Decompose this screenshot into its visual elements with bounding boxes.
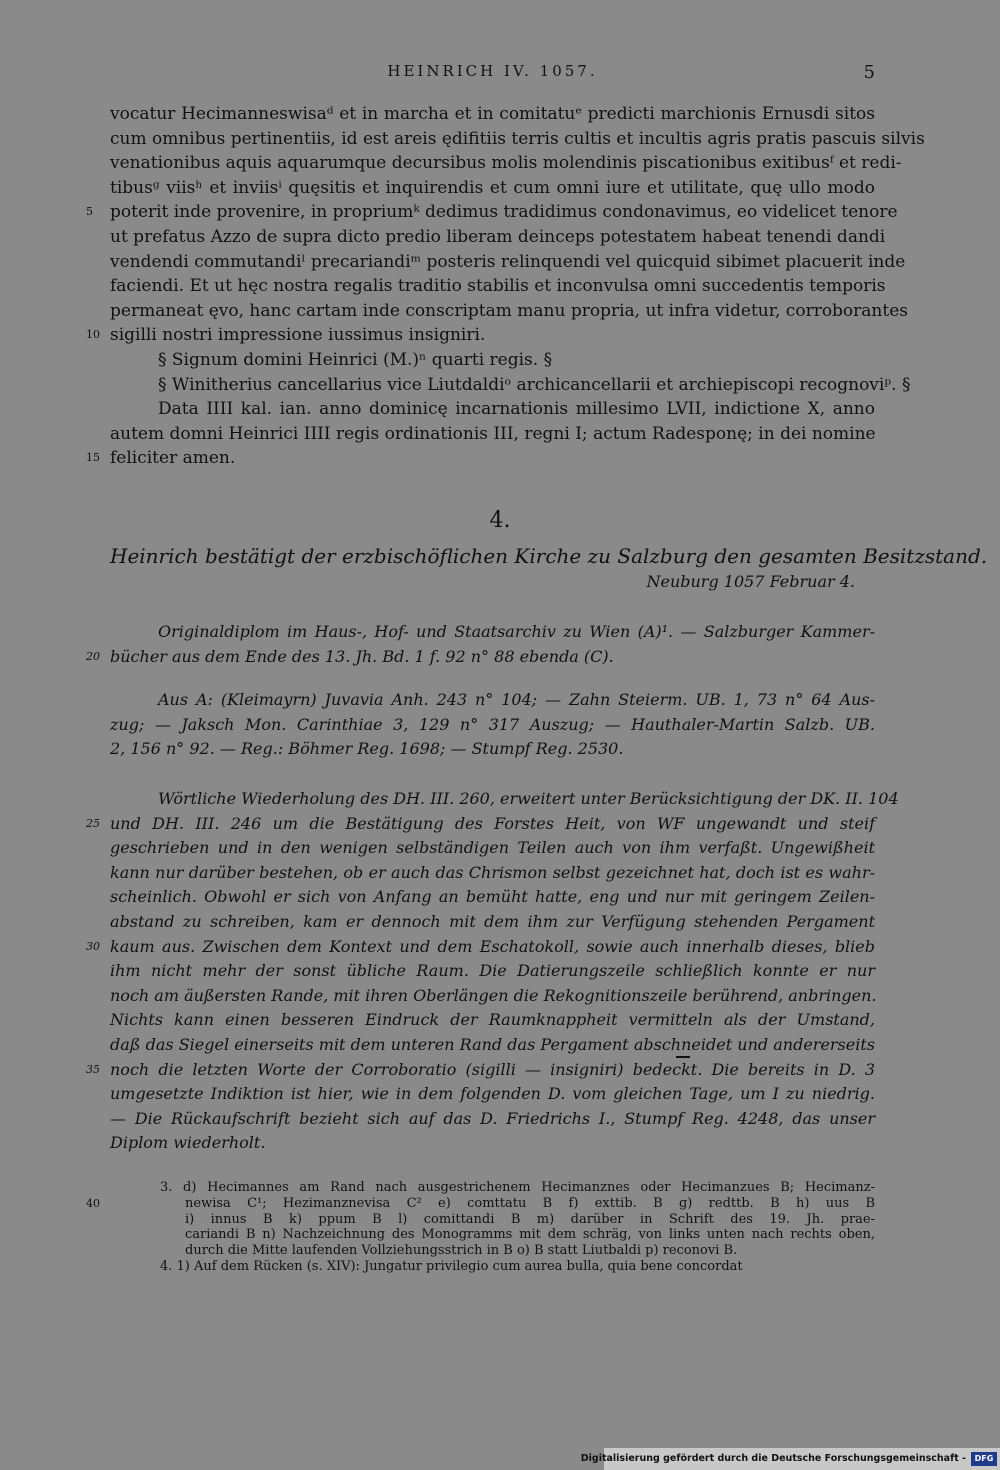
line-text: feliciter amen.: [110, 448, 236, 469]
footer-text: Digitalisierung gefördert durch die Deutsche Forschungsgemeinschaft -: [580, 1453, 966, 1464]
text-line: [110, 861, 875, 886]
text-line: [86, 645, 875, 670]
text-line: [110, 1212, 875, 1228]
line-text: umgesetzte Indiktion ist hier, wie in dem folgenden D. vom gleichen Tage, um I zu niedrig.: [110, 1084, 875, 1104]
text-line: [110, 787, 899, 812]
line-text: Aus A: (Kleimayrn) Juvavia Anh. 243 n° 104; — Zahn Steierm. UB. 1, 73 n° 64 Aus-: [158, 690, 875, 709]
text-line: [110, 885, 875, 910]
line-text: Diplom wiederholt.: [110, 1133, 266, 1153]
line-text: cariandi B n) Nachzeichnung des Monogramms mit dem schräg, von links unten nach rechts oben,: [185, 1227, 875, 1243]
text-line: [86, 935, 875, 960]
line-text: § Signum domini Heinrici (M.)ⁿ quarti regis. §: [158, 349, 553, 370]
line-text: Data IIII kal. ian. anno dominicę incarnationis millesimo LVII, indictione X, anno: [158, 399, 875, 420]
line-text: permaneat ęvo, hanc cartam inde conscriptam manu propria, ut infra videtur, corroborantes: [110, 300, 908, 321]
text-line: [110, 348, 875, 373]
line-text: ihm nicht mehr der sonst übliche Raum. Die Datierungszeile schließlich konnte er nur: [110, 961, 875, 981]
line-text: vocatur Hecimanneswisaᵈ et in marcha et in comitatuᵉ predicti marchionis Ernusdi sitos: [110, 104, 875, 124]
line-text: faciendi. Et ut hęc nostra regalis traditio stabilis et inconvulsa omni succedentis temporis: [110, 276, 886, 297]
text-line: [110, 127, 925, 152]
text-line: [110, 225, 886, 250]
text-line: [110, 176, 875, 201]
line-text: Originaldiplom im Haus-, Hof- und Staatsarchiv zu Wien (A)¹. — Salzburger Kammer-: [158, 622, 875, 641]
line-number: 10: [86, 328, 100, 342]
line-text: cum omnibus pertinentiis, id est areis ędifitiis terris cultis et incultis agris pratis pascuis silvis: [110, 128, 925, 149]
text-line: [110, 397, 875, 422]
line-text: venationibus aquis aquarumque decursibus molis molendinis piscationibus exitibusᶠ et redi-: [110, 153, 902, 174]
text-line: [110, 250, 906, 275]
text-line: [110, 1107, 875, 1132]
text-line: [110, 102, 875, 127]
text-line: [110, 373, 911, 398]
text-line: [86, 200, 898, 225]
text-line: [110, 688, 875, 713]
text-line: [110, 1082, 875, 1107]
line-number: 40: [86, 1196, 100, 1210]
text-line: [110, 1243, 875, 1259]
text-line: [110, 713, 875, 738]
line-text: poterit inde provenire, in propriumᵏ dedimus tradidimus condonavimus, eo videlicet tenore: [110, 202, 898, 223]
text-line: [110, 1180, 875, 1196]
document-regest-title: Heinrich bestätigt der erzbischöflichen Kirche zu Salzburg den gesamten Besitzstand.: [110, 544, 988, 568]
line-text: § Winitherius cancellarius vice Liutdaldiᵒ archicancellarii et archiepiscopi recognoviᵖ. §: [158, 374, 911, 395]
line-number: 20: [86, 649, 100, 663]
text-line: [86, 323, 875, 348]
line-text: sigilli nostri impressione iussimus insigniri.: [110, 325, 486, 346]
text-line: [86, 446, 875, 471]
line-text: i) innus B k) ppum B l) comittandi B m) darüber in Schrift des 19. Jh. prae-: [185, 1211, 875, 1227]
page-mark: [676, 1056, 690, 1058]
document-number: 4.: [489, 508, 511, 533]
tradition-section: [86, 620, 875, 669]
line-text: scheinlich. Obwohl er sich von Anfang an bemüht hatte, eng und nur mit geringem Zeilen-: [110, 887, 875, 907]
text-line: [110, 151, 902, 176]
text-line: [110, 1008, 875, 1033]
text-line: [86, 1195, 875, 1212]
text-line: [110, 299, 908, 324]
line-number: 30: [86, 939, 100, 953]
text-line: [110, 737, 875, 762]
dfg-logo: DFG: [971, 1452, 997, 1466]
text-line: [110, 620, 875, 645]
line-text: 2, 156 n° 92. — Reg.: Böhmer Reg. 1698; — Stumpf Reg. 2530.: [110, 739, 624, 759]
text-line: [110, 1259, 875, 1275]
line-number: 5: [86, 205, 93, 219]
line-text: newisa C¹; Hezimanznevisa C² e) comttatu B f) exttib. B g) redttb. B h) uus B: [185, 1195, 875, 1211]
text-line: [110, 910, 875, 935]
line-text: — Die Rückaufschrift bezieht sich auf das D. Friedrichs I., Stumpf Reg. 4248, das unser: [110, 1108, 875, 1128]
line-text: vendendi commutandiˡ precariandiᵐ posteris relinquendi vel quicquid sibimet placuerit inde: [110, 251, 906, 272]
charter-text-continuation: [86, 102, 925, 471]
text-line: [86, 812, 875, 837]
line-text: noch die letzten Worte der Corroboratio (sigilli — insigniri) bedeckt. Die bereits in D. 3: [110, 1059, 875, 1079]
digitization-footer: [580, 1448, 1000, 1470]
line-text: daß das Siegel einerseits mit dem unteren Rand das Pergament abschneidet und andererseits: [110, 1034, 875, 1054]
line-text: Wörtliche Wiederholung des DH. III. 260, erweitert unter Berücksichtigung der DK. II. 104: [158, 789, 899, 808]
text-line: [110, 1227, 875, 1243]
text-line: [110, 984, 875, 1009]
line-text: Nichts kann einen besseren Eindruck der Raumknappheit vermitteln als der Umstand,: [110, 1010, 875, 1030]
line-number: 15: [86, 451, 100, 465]
text-line: [110, 1033, 875, 1058]
running-head-title: HEINRICH IV. 1057.: [387, 62, 598, 80]
text-line: [86, 1058, 875, 1083]
text-line: [110, 274, 886, 299]
page-number: 5: [863, 62, 875, 83]
commentary-section: [86, 787, 899, 1156]
line-text: autem domni Heinrici IIII regis ordinationis III, regni I; actum Radesponę; in dei nomine: [110, 423, 876, 444]
line-text: noch am äußersten Rande, mit ihren Oberlängen die Rekognitionszeile berührend, anbringen.: [110, 985, 877, 1005]
line-text: ut prefatus Azzo de supra dicto predio liberam deinceps potestatem habeat tenendi dandi: [110, 226, 886, 247]
text-line: [110, 959, 875, 984]
editions-section: [110, 688, 875, 762]
line-text: zug; — Jaksch Mon. Carinthiae 3, 129 n° 317 Auszug; — Hauthaler-Martin Salzb. UB.: [110, 714, 875, 734]
line-number: 25: [86, 816, 100, 830]
footnotes-section: [86, 1180, 875, 1275]
line-text: durch die Mitte laufenden Vollziehungsstrich in B o) B statt Liutbaldi p) reconovi B.: [185, 1243, 738, 1259]
line-number: 35: [86, 1062, 100, 1076]
text-line: [110, 1131, 875, 1156]
text-line: [110, 836, 875, 861]
line-text: geschrieben und in den wenigen selbständigen Teilen auch von ihm verfaßt. Ungewißheit: [110, 838, 875, 858]
document-place-date: Neuburg 1057 Februar 4.: [646, 572, 855, 591]
line-text: bücher aus dem Ende des 13. Jh. Bd. 1 f. 92 n° 88 ebenda (C).: [110, 646, 614, 666]
line-text: kann nur darüber bestehen, ob er auch das Chrismon selbst gezeichnet hat, doch ist es wahr-: [110, 862, 875, 882]
line-text: 4. 1) Auf dem Rücken (s. XIV): Jungatur privilegio cum aurea bulla, quia bene concordat: [160, 1258, 743, 1274]
line-text: 3. d) Hecimannes am Rand nach ausgestrichenem Hecimanznes oder Hecimanzues B; Hecimanz-: [160, 1180, 875, 1195]
line-text: abstand zu schreiben, kam er dennoch mit dem ihm zur Verfügung stehenden Pergament: [110, 911, 875, 931]
running-head: [110, 62, 875, 86]
text-line: [110, 422, 875, 447]
line-text: und DH. III. 246 um die Bestätigung des Forstes Heit, von WF ungewandt und steif: [110, 813, 875, 833]
line-text: tibusᵍ viisʰ et inviisⁱ quęsitis et inquirendis et cum omni iure et utilitate, quę ullo modo: [110, 177, 875, 198]
line-text: kaum aus. Zwischen dem Kontext und dem Eschatokoll, sowie auch innerhalb dieses, blieb: [110, 936, 875, 956]
